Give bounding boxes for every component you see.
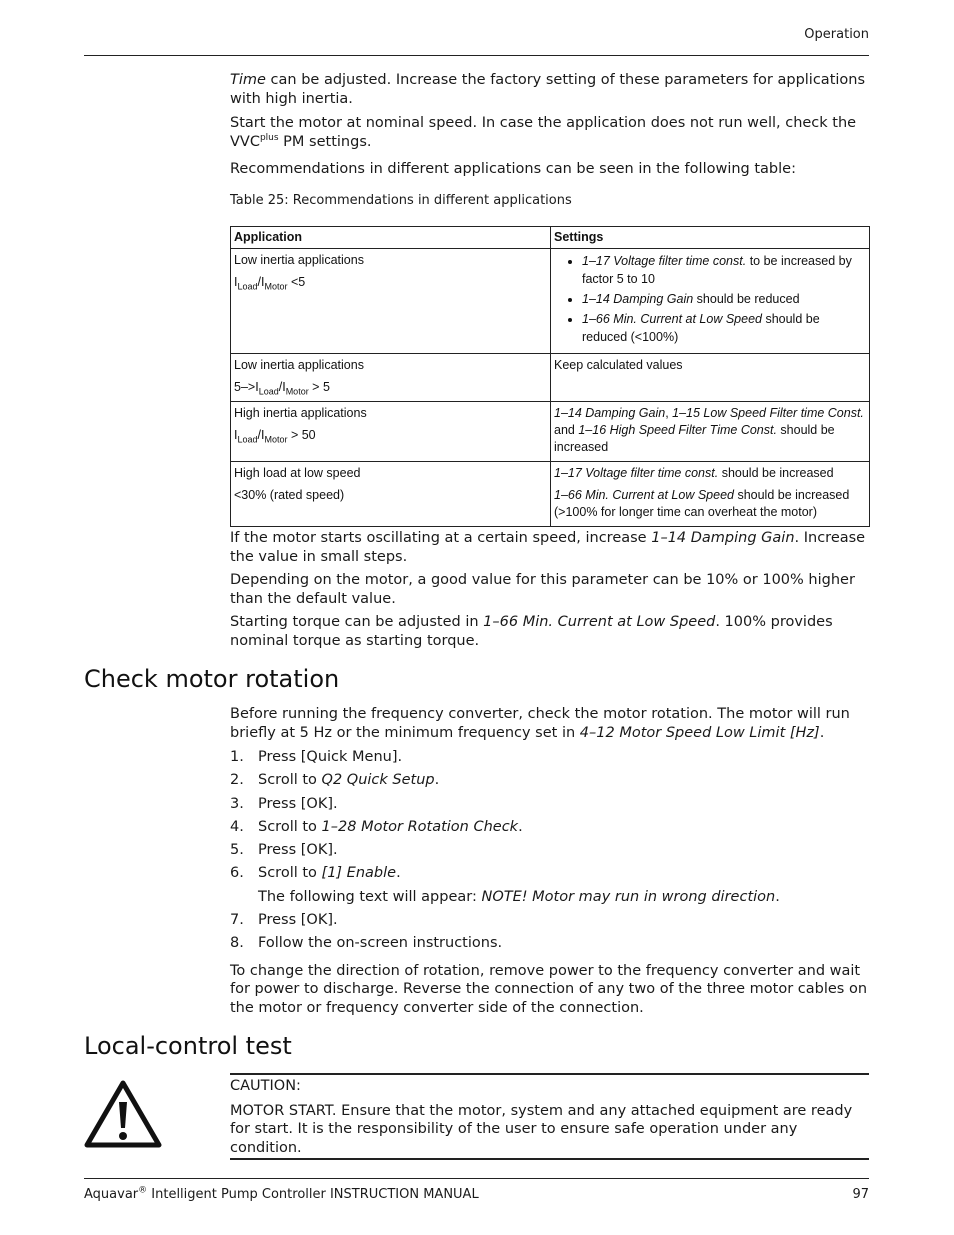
list-item: 6. Scroll to [1] Enable. — [230, 865, 401, 882]
caution-label: CAUTION: — [230, 1078, 301, 1094]
ratio-condition: $5->I_{Load}/I_{Motor} > 5$ — [234, 380, 330, 397]
application-name: High load at low speed — [234, 466, 361, 480]
caution-bottom-rule — [230, 1158, 869, 1160]
list-item: 4. Scroll to 1–28 Motor Rotation Check. — [230, 818, 523, 835]
settings-cell — [551, 402, 870, 462]
section-heading-check-motor-rotation: Check motor rotation — [84, 665, 340, 693]
caution-top-rule — [230, 1073, 869, 1075]
list-item: 1. Press [Quick Menu]. — [230, 749, 403, 765]
settings-text: Keep calculated values — [554, 358, 683, 372]
footer-rule — [84, 1178, 869, 1179]
paragraph: Depending on the motor, a good value for this parameter can be 10% or 100% higher than the default value. — [230, 572, 855, 607]
application-cell — [231, 354, 551, 402]
page-number: 97 — [852, 1187, 869, 1202]
intro-paragraph-1 — [230, 71, 869, 108]
application-name: Low inertia applications — [234, 253, 364, 267]
rotation-block — [230, 705, 869, 1017]
after-table-block — [230, 529, 869, 650]
superscript: plus — [259, 132, 279, 143]
table-caption: Table 25: Recommendations in different applications — [230, 192, 572, 208]
section-heading-local-control-test: Local-control test — [84, 1032, 292, 1060]
settings-cell — [551, 354, 870, 402]
table-header-row — [231, 227, 870, 249]
list-item: 3. Press [OK]. — [230, 795, 338, 812]
paragraph: Starting torque can be adjusted in 1–66 Min. Current at Low Speed. 100% provides nominal torque as starting torque. — [230, 614, 833, 649]
table-row — [231, 462, 870, 527]
procedure-steps — [230, 746, 869, 956]
paragraph: To change the direction of rotation, remove power to the frequency converter and wait for power to discharge. Reverse the connection of any two of the three motor cables on the motor or frequency converter side of the connection. — [230, 962, 868, 1016]
table-row — [231, 402, 870, 462]
intro-paragraph-3: Recommendations in different applications can be seen in the following table: — [230, 161, 796, 177]
param-name: Time — [230, 72, 266, 88]
table-row — [231, 354, 870, 402]
speed-condition: <30% (rated speed) — [234, 488, 345, 502]
settings-text: 1–66 Min. Current at Low Speed should be increased (>100% for longer time can overheat the motor) — [554, 488, 850, 519]
list-item: • 1–14 Damping Gain should be reduced — [582, 290, 866, 308]
paragraph: If the motor starts oscillating at a certain speed, increase 1–14 Damping Gain. Increase the value in small steps. — [230, 530, 866, 565]
application-cell — [231, 462, 551, 527]
column-header-settings: Settings — [551, 227, 870, 249]
header-rule — [84, 55, 869, 56]
list-item: 2. Scroll to Q2 Quick Setup. — [230, 772, 440, 789]
settings-text: 1–14 Damping Gain, 1–15 Low Speed Filter time Const. and 1–16 High Speed Filter Time Const. should be increased — [554, 406, 864, 454]
settings-text: 1–17 Voltage filter time const. should be increased — [554, 466, 834, 480]
settings-cell — [551, 462, 870, 527]
application-cell — [231, 402, 551, 462]
settings-cell — [551, 249, 870, 354]
intro-paragraph-2 — [230, 114, 869, 151]
list-item: 7. Press [OK]. — [230, 912, 338, 929]
paragraph: Before running the frequency converter, check the motor rotation. The motor will run briefly at 5 Hz or the minimum frequency set in 4–12 Motor Speed Low Limit [Hz]. — [230, 706, 850, 741]
text-run: can be adjusted. Increase the factory setting of these parameters for applications with high inertia. — [230, 72, 866, 107]
table-row — [231, 249, 870, 354]
list-item: • 1–66 Min. Current at Low Speed should be reduced (<100%) — [582, 310, 866, 346]
text-run: PM settings. — [278, 133, 372, 150]
text-run: Start the motor at nominal speed. In case the application does not run well, check the VVC — [230, 115, 857, 150]
application-name: High inertia applications — [234, 406, 367, 420]
list-item: 8. Follow the on-screen instructions. — [230, 935, 503, 952]
ratio-condition: $I_{Load}/I_{Motor} > 50$ — [234, 428, 316, 445]
ratio-condition: $I_{Load}/I_{Motor} <5$ — [234, 275, 306, 292]
list-item: • 1–17 Voltage filter time const. to be increased by factor 5 to 10 — [582, 252, 866, 288]
application-name: Low inertia applications — [234, 358, 364, 372]
warning-triangle-icon — [84, 1080, 162, 1148]
application-cell — [231, 249, 551, 354]
caution-text: MOTOR START. Ensure that the motor, system and any attached equipment are ready for start. It is the responsibility of the user to ensure safe operation under any condition. — [230, 1102, 853, 1156]
caution-block — [230, 1077, 869, 1157]
recommendations-table — [230, 226, 870, 527]
running-header: Operation — [804, 27, 869, 42]
column-header-application: Application — [231, 227, 551, 249]
settings-list — [554, 252, 866, 346]
footer-title: Aquavar® Intelligent Pump Controller INSTRUCTION MANUAL — [84, 1185, 479, 1202]
intro-block — [230, 71, 869, 210]
list-item: 5. Press [OK]. — [230, 842, 338, 859]
step-note: The following text will appear: NOTE! Motor may run in wrong direction. — [258, 888, 780, 905]
